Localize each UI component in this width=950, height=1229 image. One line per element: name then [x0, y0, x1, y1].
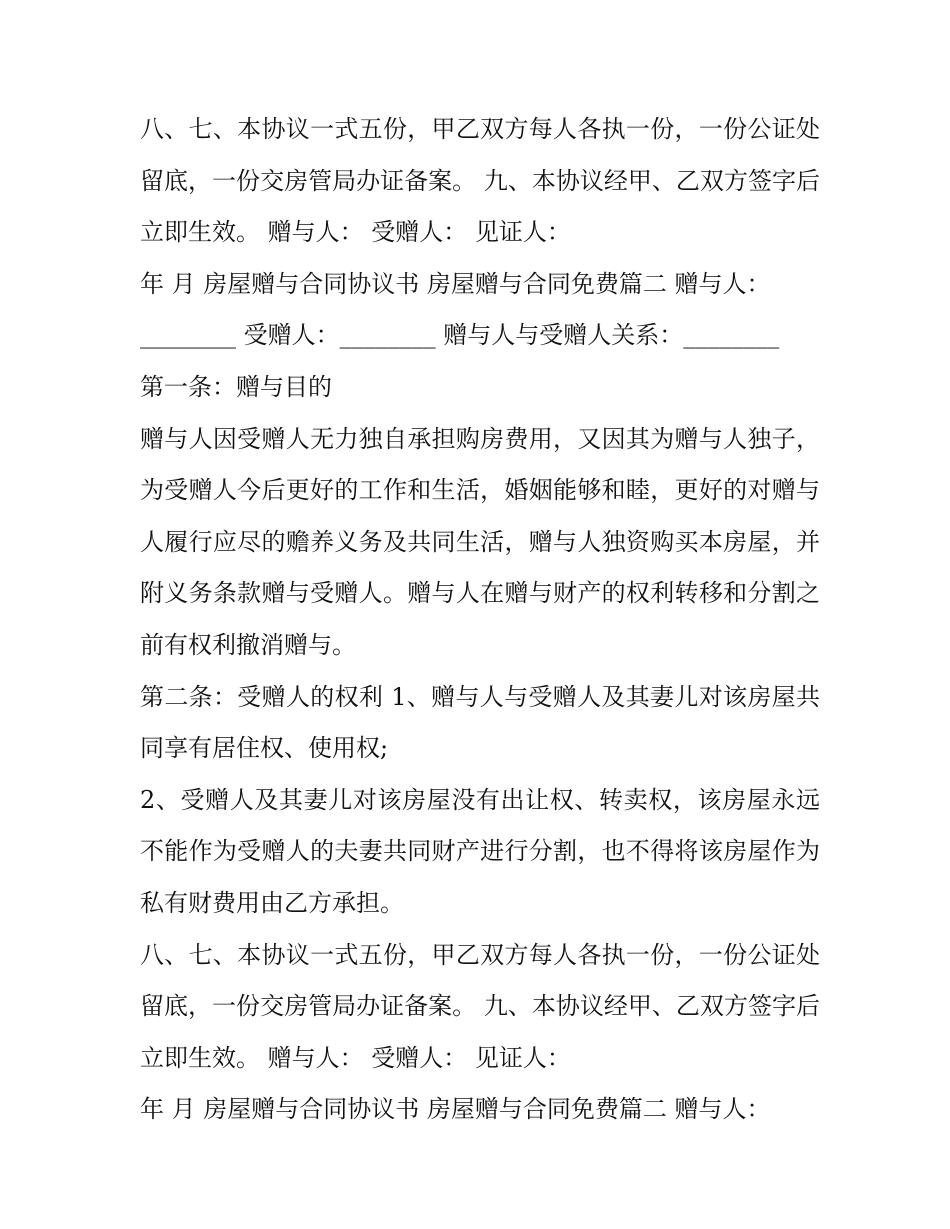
- paragraph-article-1-body: 赠与人因受赠人无力独自承担购房费用，又因其为赠与人独子，为受赠人今后更好的工作和生活，婚姻能够和睦，更好的对赠与人履行应尽的赡养义务及共同生活，赠与人独资购买本房屋，并附义务条款赠与受赠人。赠与人在赠与财产的权利转移和分割之前有权利撤消赠与。: [140, 424, 820, 659]
- paragraph-clause-8-9-repeat: 八、七、本协议一式五份，甲乙双方每人各执一份，一份公证处留底，一份交房管局办证备案。 九、本协议经甲、乙双方签字后立即生效。 赠与人： 受赠人： 见证人：: [140, 940, 820, 1072]
- document-body: [140, 104, 820, 1136]
- paragraph-article-2-item-2: 2、受赠人及其妻儿对该房屋没有出让权、转卖权，该房屋永远不能作为受赠人的夫妻共同财产进行分割，也不得将该房屋作为私有财费用由乙方承担。: [140, 785, 820, 917]
- paragraph-date-title: 年 月 房屋赠与合同协议书 房屋赠与合同免费篇二 赠与人：: [140, 269, 771, 298]
- paragraph-parties-blanks: ________ 受赠人：________ 赠与人与受赠人关系：________: [140, 321, 780, 350]
- paragraph-article-1-heading: 第一条：赠与目的: [140, 372, 332, 401]
- paragraph-clause-8-9: 八、七、本协议一式五份，甲乙双方每人各执一份，一份公证处留底，一份交房管局办证备案。 九、本协议经甲、乙双方签字后立即生效。 赠与人： 受赠人： 见证人：: [140, 115, 820, 247]
- paragraph-article-2-item-1: 第二条：受赠人的权利 1、赠与人与受赠人及其妻儿对该房屋共同享有居住权、使用权;: [140, 682, 820, 763]
- paragraph-date-title-repeat: 年 月 房屋赠与合同协议书 房屋赠与合同免费篇二 赠与人：: [140, 1095, 771, 1124]
